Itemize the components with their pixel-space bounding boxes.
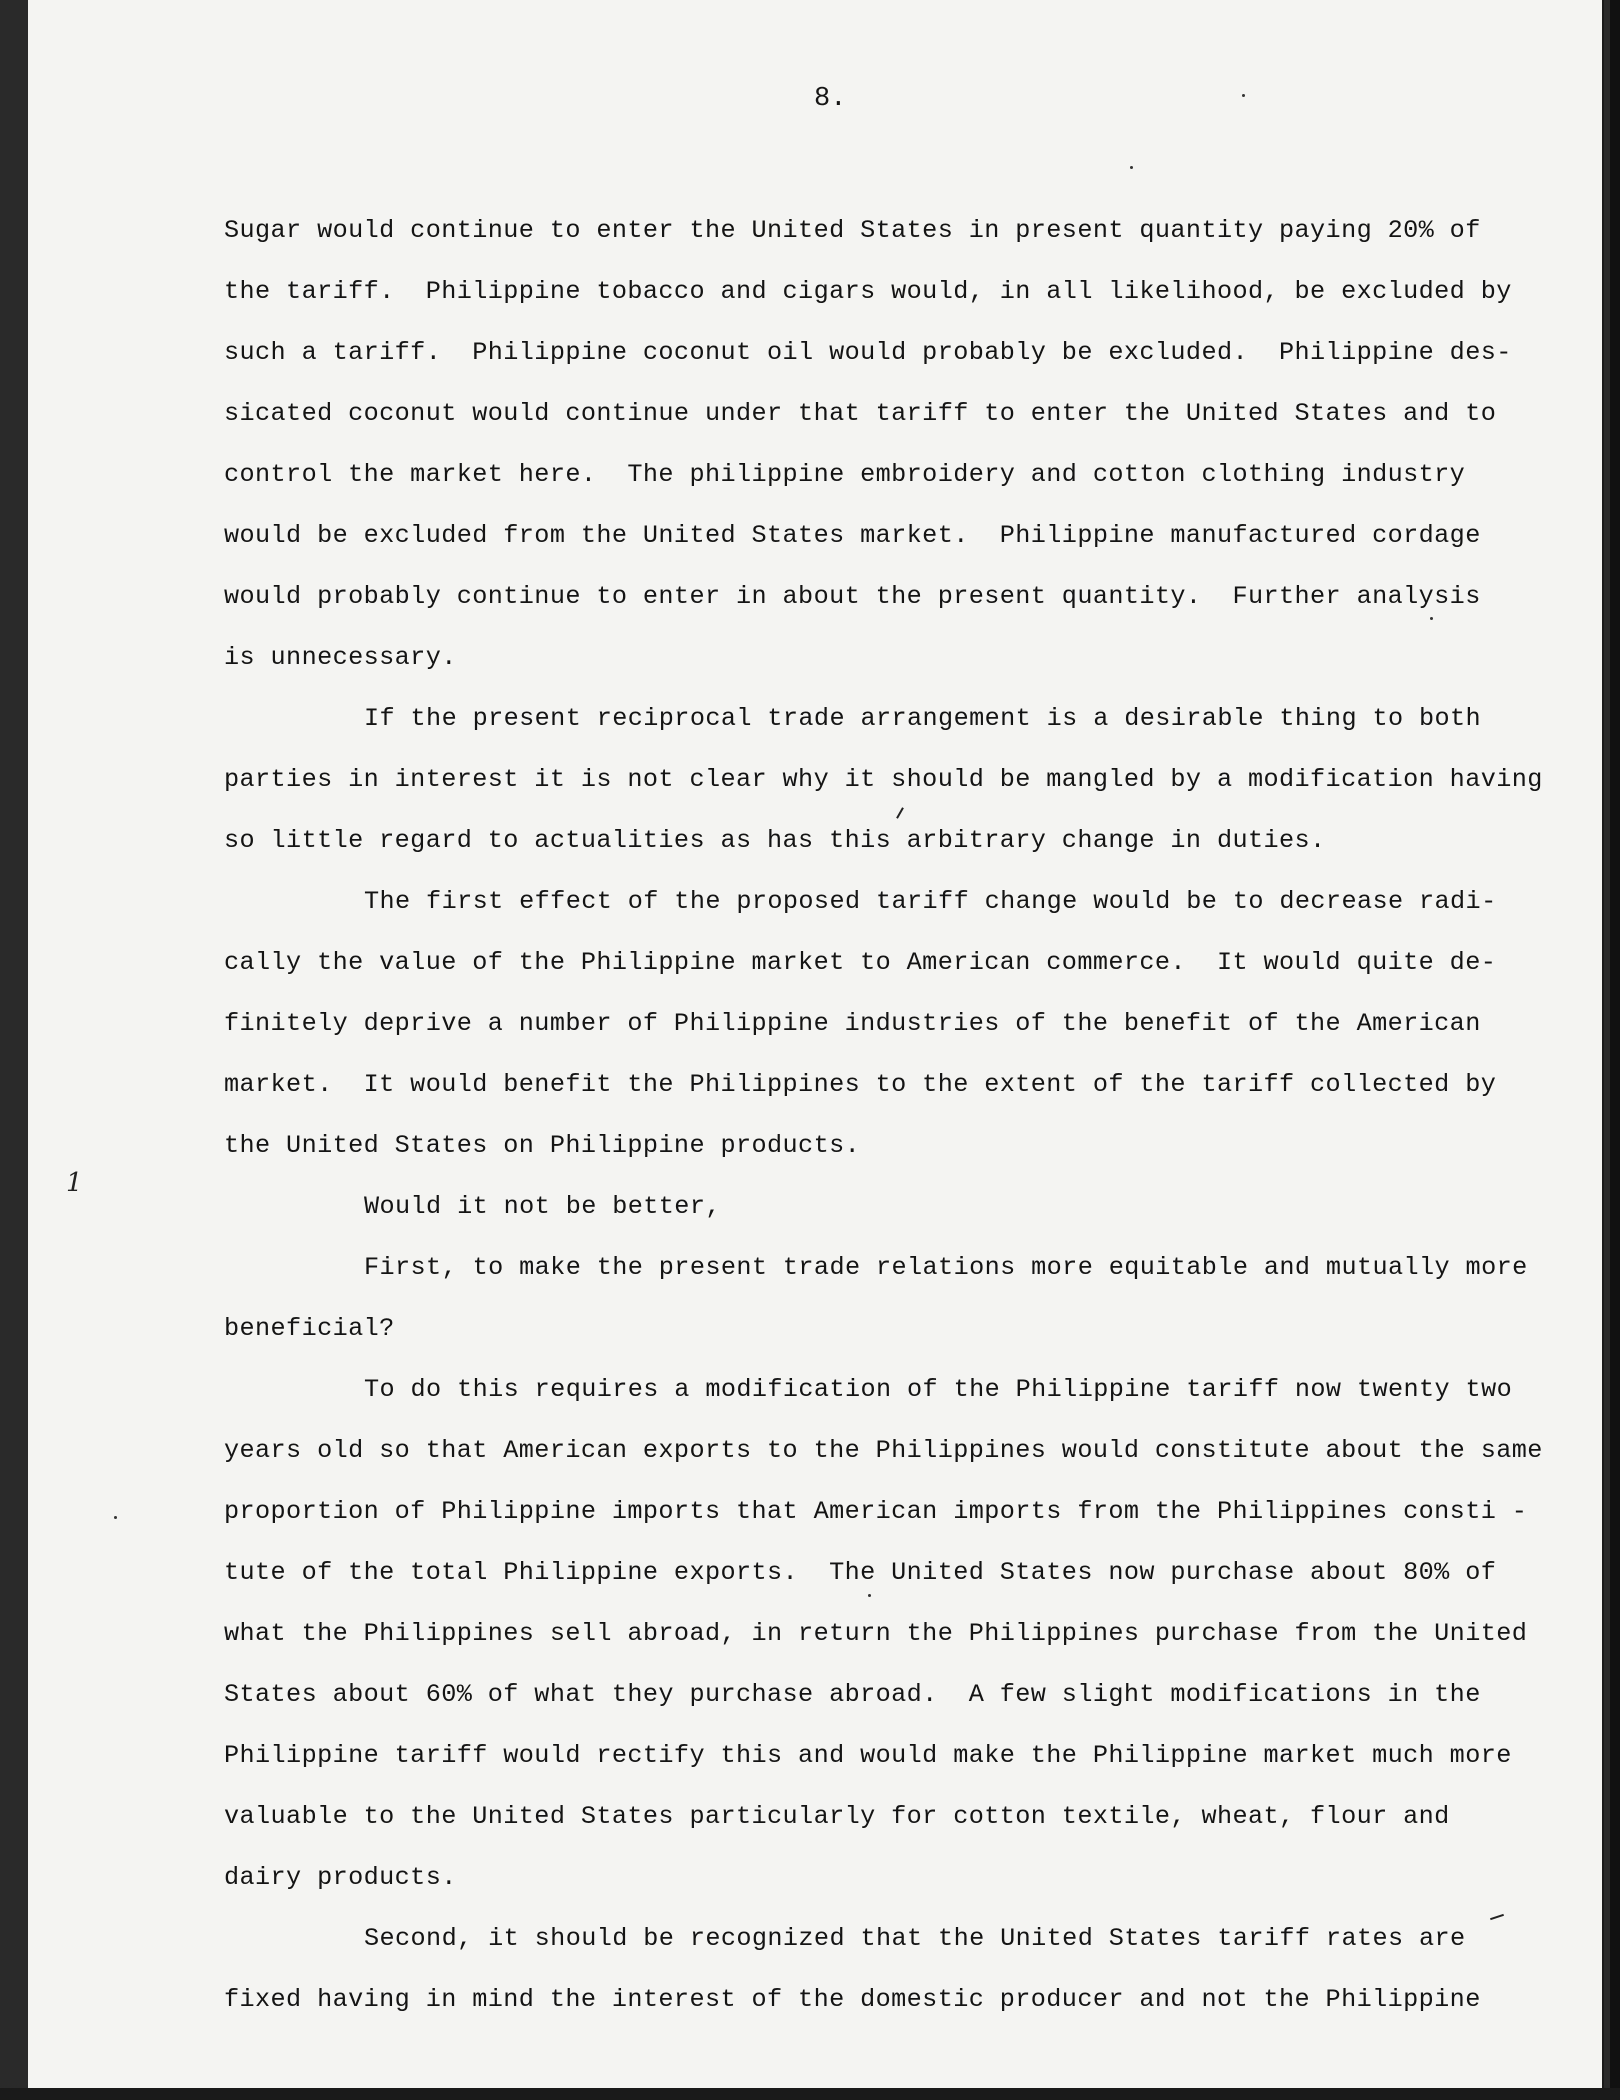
speck <box>1242 94 1245 97</box>
text-line: sicated coconut would continue under that tariff to enter the United States and to <box>224 399 1497 428</box>
paragraph <box>224 1237 1554 1359</box>
document-page <box>28 0 1602 2088</box>
text-line: Second, it should be recognized that the United States tariff rates are <box>364 1924 1466 1953</box>
text-line: tute of the total Philippine exports. The United States now purchase about 80% of <box>224 1558 1497 1587</box>
text-line: what the Philippines sell abroad, in return the Philippines purchase from the United <box>224 1619 1528 1648</box>
text-line: To do this requires a modification of the Philippine tariff now twenty two <box>364 1375 1513 1404</box>
text-line: dairy products. <box>224 1863 457 1892</box>
text-line: Sugar would continue to enter the United States in present quantity paying 20% of <box>224 216 1481 245</box>
scan-edge-bottom <box>0 2088 1620 2100</box>
text-line: is unnecessary. <box>224 643 457 672</box>
text-line: so little regard to actualities as has this arbitrary change in duties. <box>224 826 1326 855</box>
text-line: If the present reciprocal trade arrangement is a desirable thing to both <box>364 704 1482 733</box>
text-line: cally the value of the Philippine market to American commerce. It would quite de- <box>224 948 1497 977</box>
body-text <box>224 200 1554 2030</box>
text-line: The first effect of the proposed tariff change would be to decrease radi- <box>364 887 1497 916</box>
text-line: First, to make the present trade relations more equitable and mutually more <box>364 1253 1528 1282</box>
paragraph <box>224 200 1554 688</box>
paragraph <box>224 1359 1554 1908</box>
text-line: valuable to the United States particularly for cotton textile, wheat, flour and <box>224 1802 1450 1831</box>
paragraph <box>224 871 1554 1176</box>
speck <box>114 1516 117 1519</box>
text-line: such a tariff. Philippine coconut oil would probably be excluded. Philippine des- <box>224 338 1512 367</box>
text-line: proportion of Philippine imports that American imports from the Philippines consti - <box>224 1497 1528 1526</box>
text-line: Philippine tariff would rectify this and would make the Philippine market much more <box>224 1741 1512 1770</box>
paragraph <box>224 1176 1554 1237</box>
text-line: parties in interest it is not clear why it should be mangled by a modification having <box>224 765 1543 794</box>
text-line: the United States on Philippine products. <box>224 1131 861 1160</box>
scan-edge-right <box>1610 0 1620 2100</box>
text-line: Would it not be better, <box>364 1192 721 1221</box>
paragraph <box>224 688 1554 871</box>
text-line: control the market here. The philippine embroidery and cotton clothing industry <box>224 460 1466 489</box>
text-line: finitely deprive a number of Philippine industries of the benefit of the American <box>224 1009 1481 1038</box>
text-line: years old so that American exports to the Philippines would constitute about the same <box>224 1436 1543 1465</box>
page-number: 8. <box>814 84 847 114</box>
paragraph <box>224 1908 1554 2030</box>
text-line: market. It would benefit the Philippines to the extent of the tariff collected by <box>224 1070 1497 1099</box>
margin-mark: 1 <box>66 1168 83 1198</box>
text-line: would probably continue to enter in about the present quantity. Further analysis <box>224 582 1481 611</box>
text-line: beneficial? <box>224 1314 395 1343</box>
text-line: would be excluded from the United States market. Philippine manufactured cordage <box>224 521 1481 550</box>
text-line: States about 60% of what they purchase abroad. A few slight modifications in the <box>224 1680 1481 1709</box>
text-line: the tariff. Philippine tobacco and cigars would, in all likelihood, be excluded by <box>224 277 1512 306</box>
speck <box>1130 166 1133 169</box>
text-line: fixed having in mind the interest of the domestic producer and not the Philippine <box>224 1985 1481 2014</box>
